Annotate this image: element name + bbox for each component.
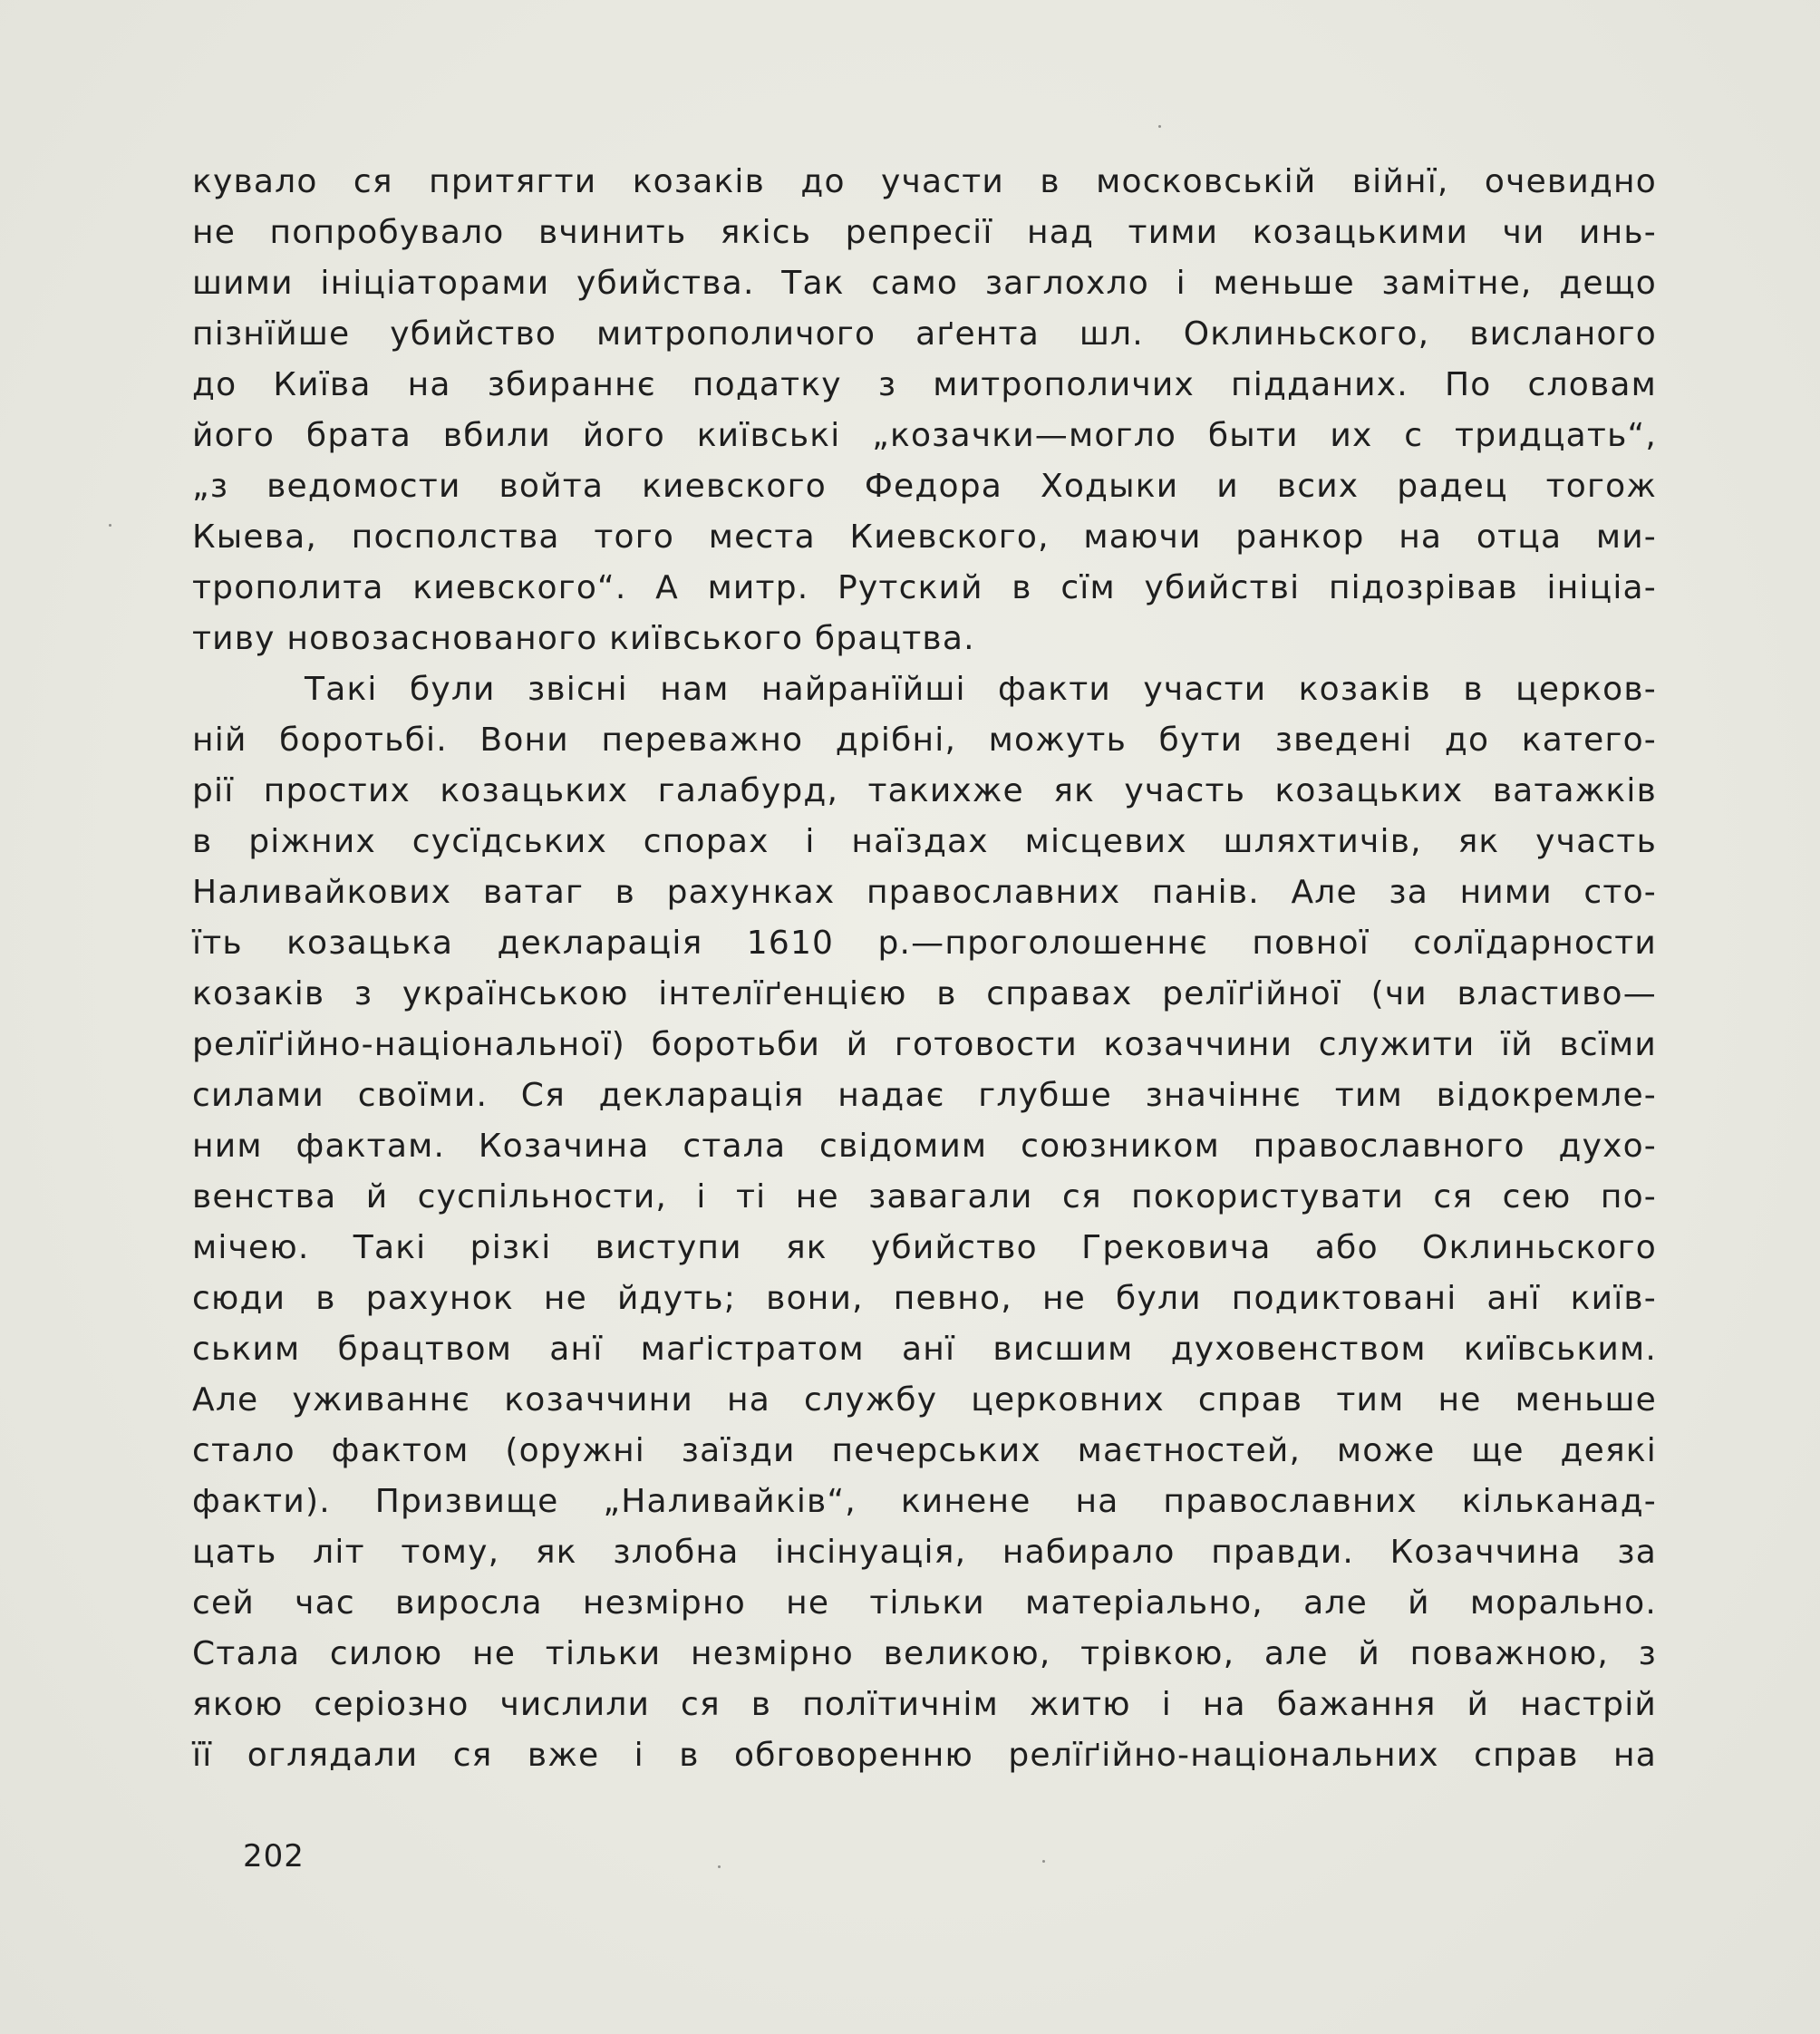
text-line: Але уживаннє козаччини на службу церковних справ тим не меньше — [192, 1381, 1657, 1419]
text-line: її оглядали ся вже і в обговоренню релїґійно-національних справ на — [192, 1737, 1657, 1774]
text-line: ній боротьбі. Вони переважно дрібні, можуть бути зведені до катего- — [192, 722, 1657, 759]
text-line: козаків з українською інтелїґенцією в справах релїґійної (чи властиво— — [192, 975, 1657, 1012]
text-line: пізнїйше убийство митрополичого аґента шл. Оклиньского, висланого — [192, 315, 1657, 353]
text-line: їть козацька декларація 1610 р.—проголошеннє повної солїдарности — [192, 925, 1657, 962]
text-line: релїґійно-національної) боротьби й готовости козаччини служити їй всїми — [192, 1026, 1657, 1063]
text-line: „з ведомости войта киевского Федора Ходыки и всих радец тогож — [192, 468, 1657, 505]
text-line: трополита киевского“. А митр. Рутский в сїм убийстві підозрівав ініціа- — [192, 569, 1657, 606]
text-line: стало фактом (оружні заїзди печерських маєтностей, може ще деякі — [192, 1432, 1657, 1469]
text-line: кувало ся притягти козаків до участи в московській війнї, очевидно — [192, 163, 1657, 200]
text-line: сюди в рахунок не йдуть; вони, певно, не були подиктовані анї київ- — [192, 1280, 1657, 1317]
text-line: венства й суспільности, і ті не завагали ся покористувати ся сею по- — [192, 1178, 1657, 1216]
text-line: рії простих козацьких галабурд, такихже як участь козацьких ватажків — [192, 772, 1657, 809]
paper-speck — [718, 1865, 721, 1868]
paper-speck — [109, 524, 111, 527]
body-text — [192, 157, 1657, 1781]
text-line: силами своїми. Ся декларація надає глубше значіннє тим відокремле- — [192, 1077, 1657, 1114]
text-line: його брата вбили його київські „козачки—могло быти их с тридцать“, — [192, 417, 1657, 454]
text-line: в ріжних сусїдських спорах і наїздах місцевих шляхтичів, як участь — [192, 823, 1657, 860]
text-line: до Київа на збираннє податку з митрополичих підданих. По словам — [192, 366, 1657, 403]
text-line: Кыева, посполства того места Киевского, маючи ранкор на отца ми- — [192, 518, 1657, 556]
paper-speck — [1158, 125, 1161, 128]
text-line: шими ініціаторами убийства. Так само заглохло і меньше замітне, дещо — [192, 265, 1657, 302]
text-line: факти). Призвище „Наливайків“, кинене на православних кільканад- — [192, 1483, 1657, 1520]
page-number: 202 — [243, 1838, 305, 1874]
text-line: Наливайкових ватаг в рахунках православних панів. Але за ними сто- — [192, 874, 1657, 911]
text-line: цать літ тому, як злобна інсінуація, набирало правди. Козаччина за — [192, 1534, 1657, 1571]
text-line: сей час виросла незмірно не тільки матеріально, але й морально. — [192, 1584, 1657, 1622]
paper-speck — [1042, 1860, 1045, 1863]
paragraph-start-line: Такі були звісні нам найранїйші факти участи козаків в церков- — [305, 671, 1657, 708]
text-line: не попробувало вчинить якісь репресії над тими козацькими чи инь- — [192, 214, 1657, 251]
paragraph-end-line: тиву новозаснованого київського брацтва. — [192, 620, 975, 657]
text-line: якою серіозно числили ся в полїтичнім житю і на бажання й настрій — [192, 1686, 1657, 1723]
text-line: Стала силою не тільки незмірно великою, трівкою, але й поважною, з — [192, 1635, 1657, 1672]
text-line: ним фактам. Козачина стала свідомим союзником православного духо- — [192, 1128, 1657, 1165]
text-line: мічею. Такі різкі виступи як убийство Грековича або Оклиньского — [192, 1229, 1657, 1266]
text-line: ським брацтвом анї маґістратом анї висшим духовенством київським. — [192, 1331, 1657, 1368]
